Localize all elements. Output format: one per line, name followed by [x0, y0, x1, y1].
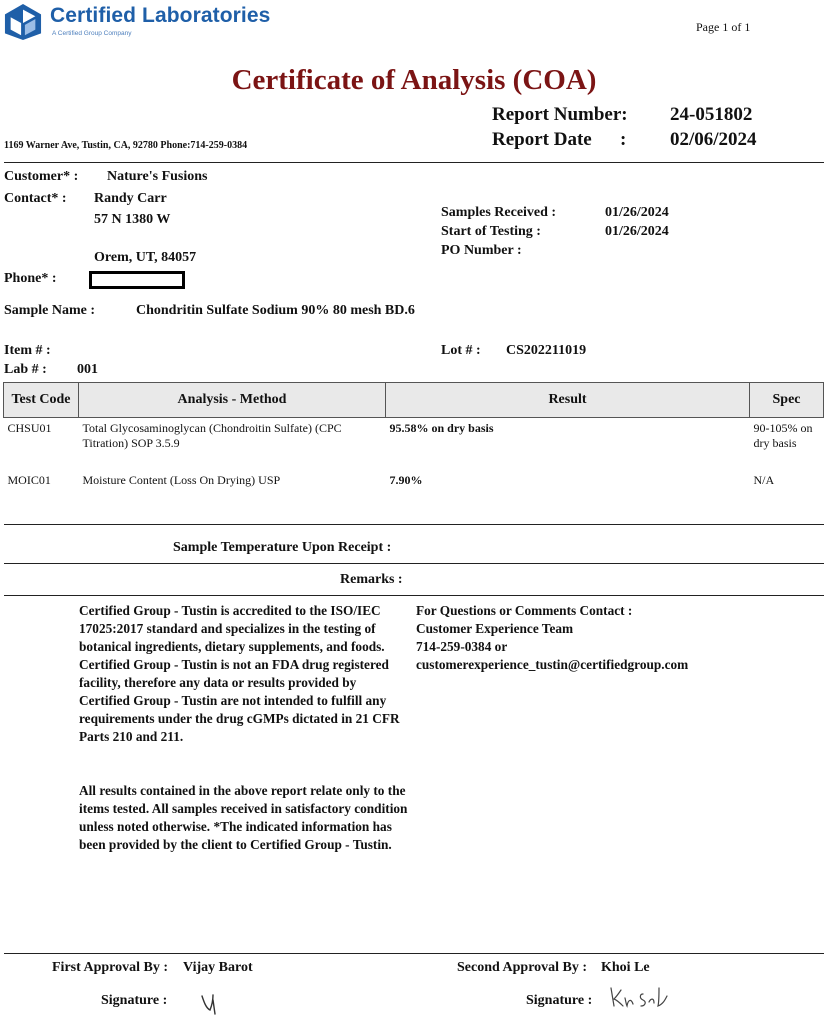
accreditation-note: Certified Group - Tustin is accredited to the ISO/IEC 17025:2017 standard and specializes in the testing of botanical ingredients, dietary supplements, and foods. Certified Group - Tustin is not an FDA drug registered facility, therefore any data or results provided by Certified Group - Tustin are not intended to fulfill any requirements under the drug cGMPs dictated in 21 CFR Parts 210 and 211. — [79, 603, 400, 744]
analysis-method-cell: Moisture Content (Loss On Drying) USP — [82, 472, 281, 487]
temperature-divider — [4, 563, 824, 564]
col-header-analysis-method: Analysis - Method — [79, 383, 386, 418]
company-tagline: A Certified Group Company — [52, 30, 132, 37]
phone-label: Phone* : — [4, 271, 57, 286]
col-header-spec: Spec — [750, 383, 824, 418]
spec-cell: 90-105% on dry basis — [753, 421, 813, 450]
first-approval-name: Vijay Barot — [183, 960, 253, 975]
table-row — [4, 418, 824, 470]
sample-temperature-label: Sample Temperature Upon Receipt : — [173, 540, 392, 555]
contact-email: customerexperience_tustin@certifiedgroup.com — [416, 657, 689, 672]
second-approval-name: Khoi Le — [601, 960, 650, 975]
remarks-label: Remarks : — [340, 572, 403, 587]
page-title: Certificate of Analysis (COA) — [231, 64, 597, 96]
redacted-phone — [89, 271, 185, 289]
customer-label: Customer* : — [4, 169, 79, 184]
test-code-cell: MOIC01 — [7, 472, 51, 487]
analysis-method-cell: Total Glycosaminoglycan (Chondroitin Sulfate) (CPC Titration) SOP 3.5.9 — [82, 421, 342, 450]
col-header-test-code: Test Code — [4, 383, 79, 418]
lab-number-label: Lab # : — [4, 362, 47, 377]
first-signature-label: Signature : — [101, 993, 168, 1008]
samples-received-date: 01/26/2024 — [605, 205, 669, 220]
report-number: 24-051802 — [670, 104, 753, 125]
approval-divider — [4, 953, 824, 954]
lab-address: 1169 Warner Ave, Tustin, CA, 92780 Phone:714-259-0384 — [4, 140, 248, 151]
contact-phone: 714-259-0384 or — [416, 639, 508, 654]
results-table — [3, 382, 824, 500]
col-header-result: Result — [386, 383, 750, 418]
customer-address-line1: 57 N 1380 W — [94, 212, 171, 227]
contact-heading: For Questions or Comments Contact : — [416, 603, 633, 618]
lab-number: 001 — [77, 362, 98, 377]
table-row — [4, 470, 824, 500]
second-signature-icon — [607, 984, 671, 1012]
lot-number: CS202211019 — [506, 343, 587, 358]
page-number: Page 1 of 1 — [696, 20, 751, 34]
contact-name: Randy Carr — [94, 191, 167, 206]
table-bottom-divider — [4, 524, 824, 525]
result-cell: 7.90% — [389, 472, 423, 487]
customer-address-line2: Orem, UT, 84057 — [94, 250, 197, 265]
first-signature-icon — [198, 992, 224, 1016]
results-note: All results contained in the above report relate only to the items tested. All samples received in satisfactory condition unless noted otherwise. *The indicated information has been provided by the client to Certified Group - Tustin. — [79, 783, 408, 852]
contact-team: Customer Experience Team — [416, 621, 574, 636]
report-date: 02/06/2024 — [670, 129, 757, 150]
po-number-label: PO Number : — [441, 243, 522, 258]
sample-name-label: Sample Name : — [4, 303, 95, 318]
report-date-colon: : — [620, 129, 627, 150]
test-code-cell: CHSU01 — [7, 421, 52, 435]
first-approval-label: First Approval By : — [52, 960, 169, 975]
lot-number-label: Lot # : — [441, 343, 481, 358]
customer-name: Nature's Fusions — [107, 169, 208, 184]
sample-name: Chondritin Sulfate Sodium 90% 80 mesh BD.6 — [136, 303, 415, 318]
certified-laboratories-logo-icon — [4, 2, 42, 42]
item-number-label: Item # : — [4, 343, 51, 358]
results-header-row — [4, 383, 824, 418]
report-number-label: Report Number: — [492, 104, 628, 125]
company-name: Certified Laboratories — [50, 4, 271, 27]
second-signature-label: Signature : — [526, 993, 593, 1008]
spec-cell: N/A — [753, 472, 775, 487]
start-testing-date: 01/26/2024 — [605, 224, 669, 239]
remarks-divider — [4, 595, 824, 596]
report-date-label: Report Date — [492, 129, 592, 150]
samples-received-label: Samples Received : — [441, 205, 557, 220]
header-divider — [4, 162, 824, 163]
start-testing-label: Start of Testing : — [441, 224, 541, 239]
second-approval-label: Second Approval By : — [457, 960, 588, 975]
result-cell: 95.58% on dry basis — [389, 421, 494, 435]
contact-label: Contact* : — [4, 191, 67, 206]
